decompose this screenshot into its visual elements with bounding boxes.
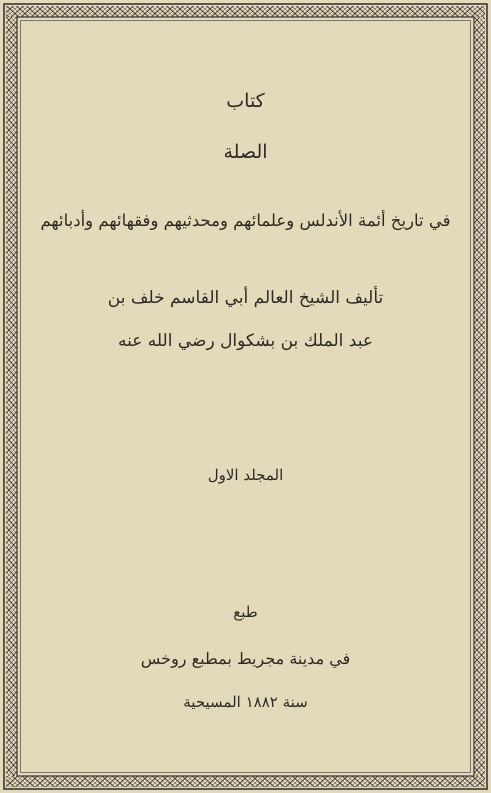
book-label: كتاب <box>226 90 265 112</box>
book-title: الصلة <box>223 141 268 163</box>
volume-label: المجلد الاول <box>207 466 284 484</box>
book-subtitle: في تاريخ أئمة الأندلس وعلمائهم ومحدثيهم وفقهائهم وأدبائهم <box>40 211 451 230</box>
printed-label: طبع <box>233 603 258 621</box>
border-band-right <box>474 17 485 776</box>
border-band-bottom <box>6 776 485 787</box>
author-line-1: تأليف الشيخ العالم أبي القاسم خلف بن <box>107 288 384 308</box>
publication-year: سنة ١٨٨٢ المسيحية <box>183 693 308 711</box>
border-band-left <box>6 17 17 776</box>
printing-place: في مدينة مجريط بمطبع روخس <box>140 649 351 668</box>
author-line-2: عبد الملك بن بشكوال رضي الله عنه <box>118 331 373 351</box>
border-band-top <box>6 6 485 17</box>
